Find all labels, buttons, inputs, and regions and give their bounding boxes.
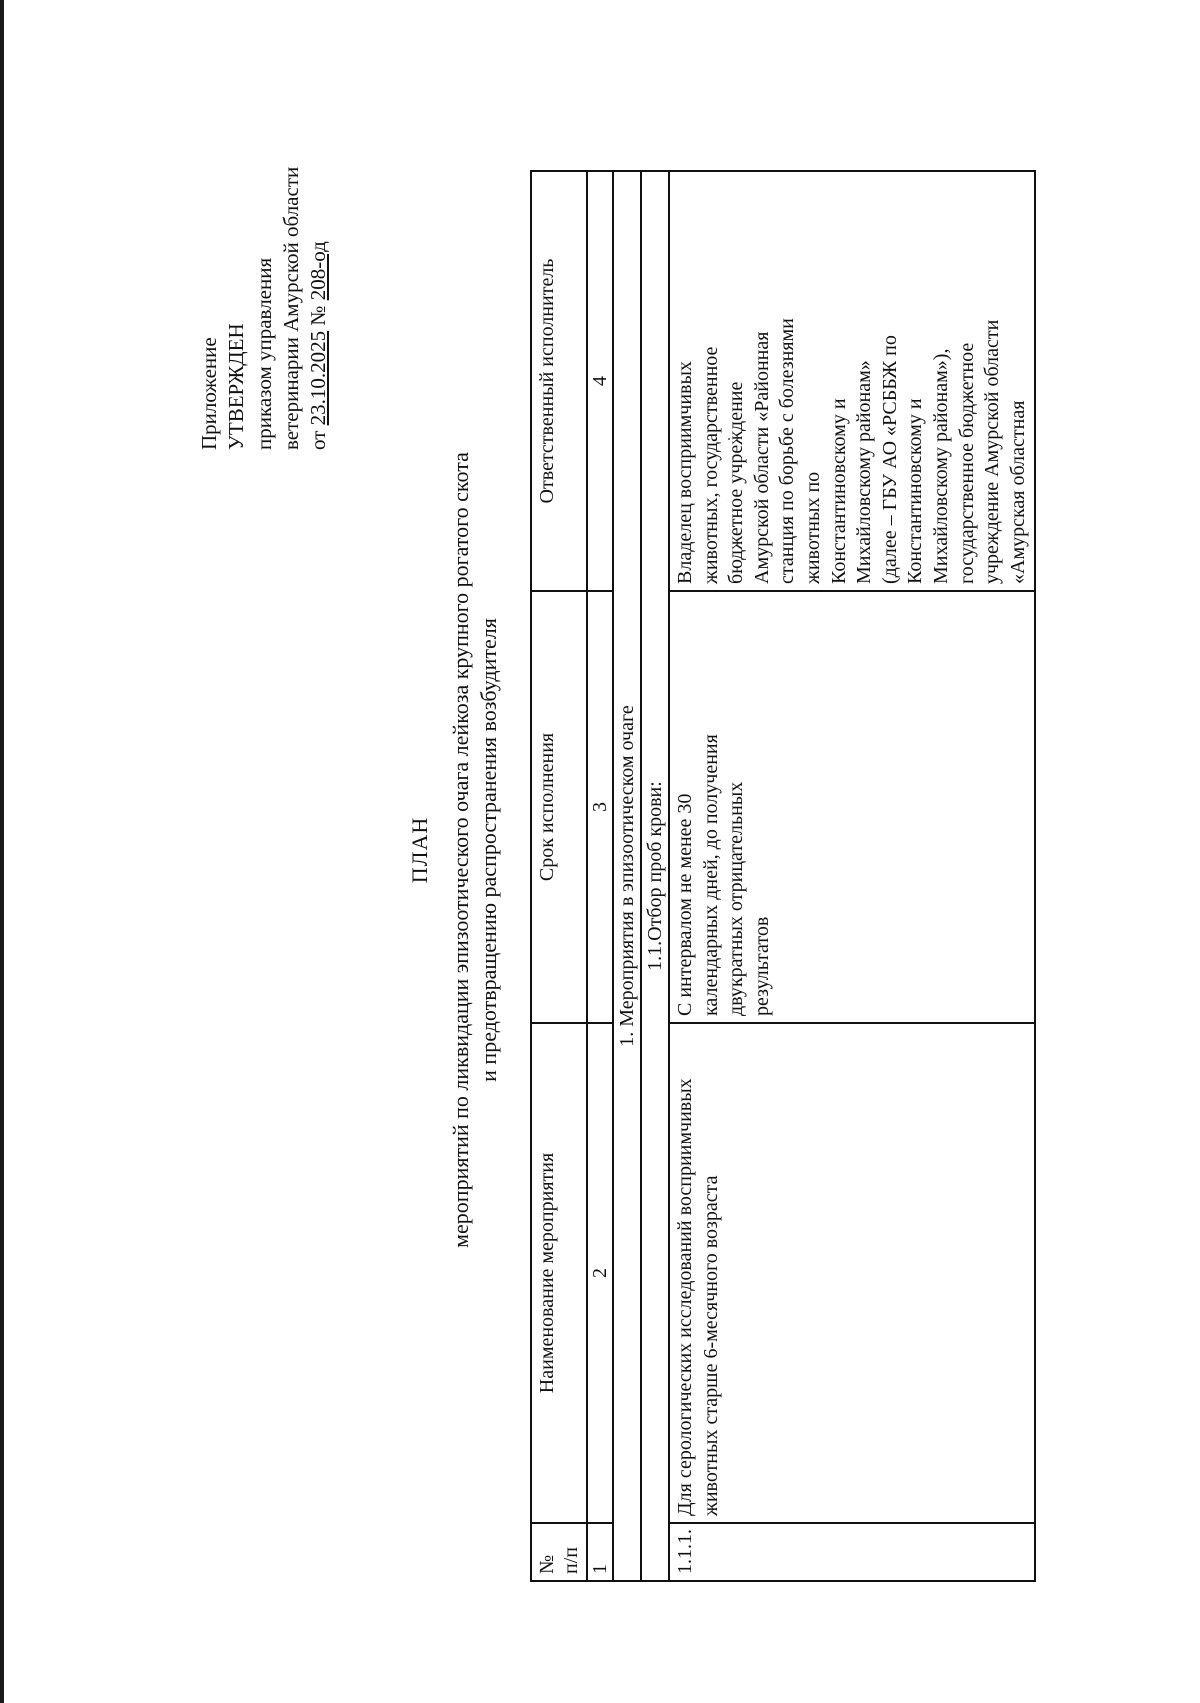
- approval-authority: ветеринарии Амурской области: [278, 166, 303, 450]
- row-responsible-line: Владелец восприимчивых: [674, 361, 696, 584]
- document-title: [406, 80, 504, 1620]
- title-heading: ПЛАН: [407, 816, 432, 884]
- approval-from: от: [306, 430, 331, 450]
- row-deadline-line: С интервалом не менее 30: [674, 793, 696, 1016]
- approval-number-sign: №: [306, 305, 331, 326]
- title-subtitle-1: мероприятий по ликвидации эпизоотического очага лейкоза крупного рогатого скота: [447, 452, 473, 1248]
- header-num-sign: №: [536, 1554, 558, 1574]
- row-responsible-line: Михайловскому районам»),: [929, 348, 952, 584]
- section-row: [613, 171, 641, 1581]
- rotated-page: [170, 80, 1130, 1620]
- plan-table: [530, 170, 1036, 1582]
- row-responsible: [669, 171, 1035, 591]
- row-deadline: [669, 591, 1035, 1023]
- column-number-1: 1: [587, 1523, 613, 1581]
- approval-date: 23.10.2025: [306, 330, 331, 426]
- column-number-row: [587, 171, 613, 1581]
- row-deadline-line: календарных дней, до получения: [699, 734, 722, 1016]
- row-responsible-line: «Амурская областная: [1006, 400, 1029, 584]
- section-title: 1. Мероприятия в эпизоотическом очаге: [613, 171, 641, 1581]
- row-responsible-line: Михайловскому районам»: [853, 360, 876, 584]
- row-responsible-line: Константиновскому и: [904, 398, 927, 584]
- row-responsible-line: Константиновскому и: [827, 398, 850, 584]
- table-row: [669, 171, 1035, 1581]
- column-number-3: 3: [587, 591, 613, 1023]
- row-deadline-line: двукратных отрицательных: [725, 781, 748, 1016]
- row-responsible-line: животных, государственное: [699, 346, 722, 584]
- row-responsible-line: бюджетное учреждение: [725, 381, 748, 584]
- row-responsible-line: учреждение Амурской области: [981, 319, 1004, 584]
- header-deadline: Срок исполнения: [531, 591, 587, 1023]
- subsection-title: 1.1.Отбор проб крови:: [641, 171, 669, 1581]
- table-header-row: [531, 171, 587, 1581]
- approval-order: приказом управления: [251, 257, 276, 450]
- row-responsible-line: (далее – ГБУ АО «РСББЖ по: [878, 335, 901, 584]
- approval-appendix: Приложение: [197, 337, 221, 450]
- row-name: [669, 1023, 1035, 1523]
- row-num: 1.1.1.: [669, 1523, 1035, 1581]
- subsection-row: [641, 171, 669, 1581]
- header-responsible: Ответственный исполнитель: [531, 171, 587, 591]
- column-number-2: 2: [587, 1023, 613, 1523]
- row-deadline-line: результатов: [750, 916, 773, 1016]
- row-responsible-line: станция по борьбе с болезнями: [776, 318, 799, 584]
- row-name-line: животных старше 6-месячного возраста: [699, 1175, 722, 1516]
- approval-stamp: [196, 90, 332, 450]
- title-subtitle-2: и предотвращению распространения возбудителя: [476, 618, 502, 1082]
- header-name: Наименование мероприятия: [531, 1023, 587, 1523]
- row-responsible-line: государственное бюджетное: [955, 342, 978, 584]
- row-responsible-line: животных по: [801, 471, 824, 584]
- approval-number: 208-од: [306, 241, 331, 301]
- column-number-4: 4: [587, 171, 613, 591]
- header-num: [531, 1523, 587, 1581]
- approval-date-line: [305, 90, 332, 450]
- row-name-line: Для серологических исследований восприимчивых: [674, 1078, 696, 1516]
- approval-approved: УТВЕРЖДЕН: [224, 323, 249, 450]
- scan-border: [0, 0, 4, 1703]
- row-responsible-line: Амурской области «Районная: [750, 331, 773, 584]
- header-num-pp: п/п: [560, 1547, 582, 1574]
